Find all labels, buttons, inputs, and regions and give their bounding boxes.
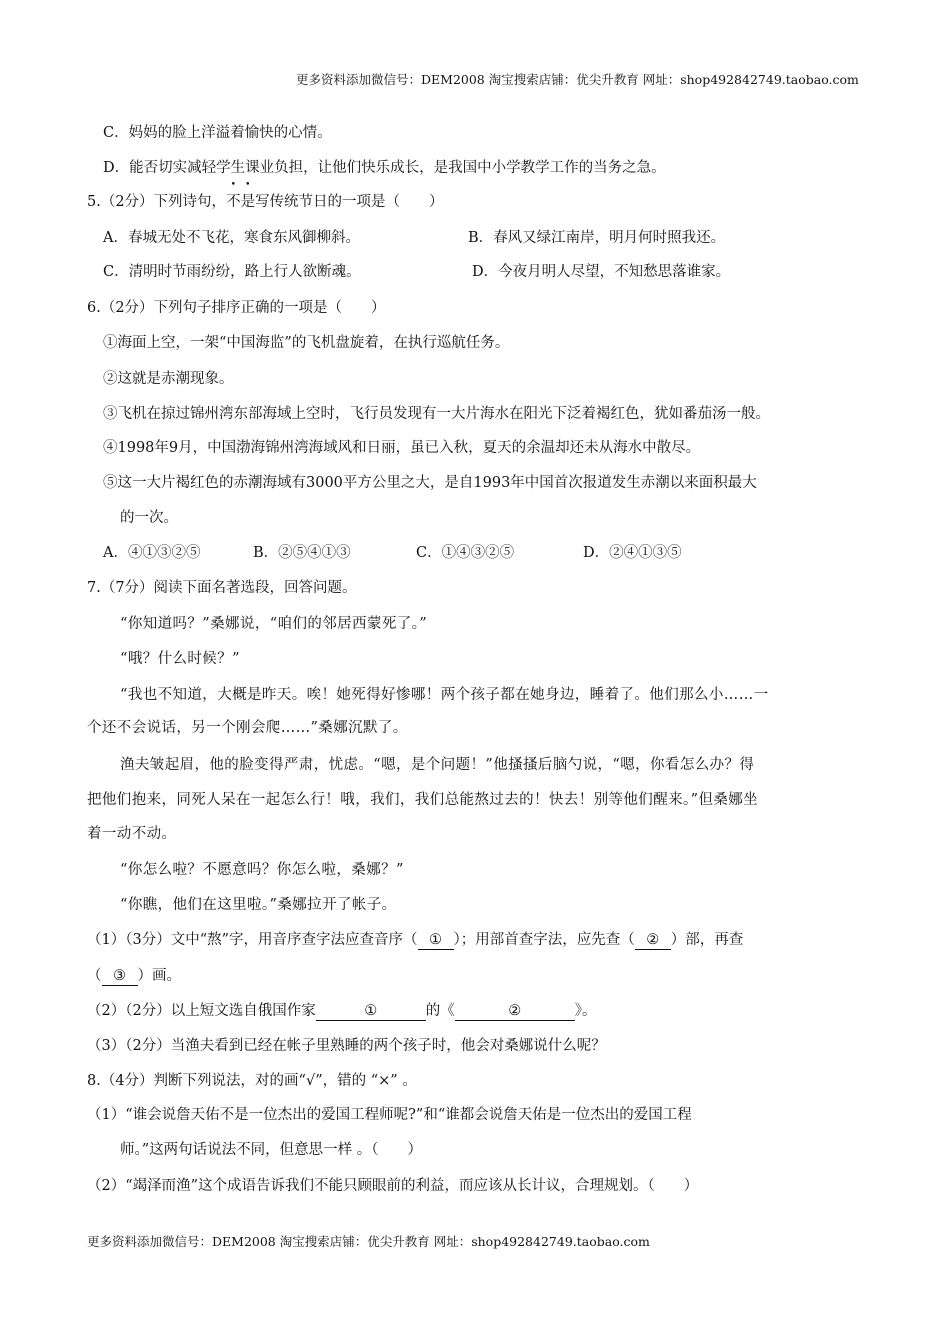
q7-sub1-pre: （1）（3分）文中“熬”字，用音序查字法应查音序（ xyxy=(87,932,418,948)
q7-passage-p6: “你瞧，他们在这里啦。”桑娜拉开了帐子。 xyxy=(120,897,397,913)
q8-statement-2: （2）“竭泽而渔”这个成语告诉我们不能只顾眼前的利益，而应该从长计议，合理规划。（ ） xyxy=(87,1178,699,1194)
q7-sub2-blank-1[interactable]: ① xyxy=(316,1003,426,1021)
q7-sub2-blank-2[interactable]: ② xyxy=(455,1003,575,1021)
q7-sub1-cont xyxy=(87,966,181,986)
q5-option-d: D．今夜月明人尽望，不知愁思落谁家。 xyxy=(472,264,731,280)
q7-sub1-post: ）部，再查 xyxy=(670,932,744,948)
q5-option-b: B．春风又绿江南岸，明月何时照我还。 xyxy=(468,230,726,246)
q6-sentence-5: ⑤这一大片褐红色的赤潮海域有3000平方公里之大，是自1993年中国首次报道发生赤潮以来面积最大 xyxy=(103,475,757,491)
q6-option-c: C．①④③②⑤ xyxy=(416,545,515,561)
q7-sub2-pre: （2）（2分）以上短文选自俄国作家 xyxy=(87,1003,316,1019)
q8-stem: 8.（4分）判断下列说法，对的画“√”，错的 “×” 。 xyxy=(87,1073,417,1089)
q7-passage-p4-cont1: 把他们抱来，同死人呆在一起怎么行！哦，我们，我们总能熬过去的！快去！别等他们醒来。”但桑娜坐 xyxy=(87,792,759,808)
q7-sub1-mid: ）；用部首查字法，应先查（ xyxy=(453,932,635,948)
q6-sentence-4: ④1998年9月，中国渤海锦州湾海域风和日丽，虽已入秋，夏天的余温却还未从海水中散尽。 xyxy=(103,440,701,456)
q6-sentence-2: ②这就是赤潮现象。 xyxy=(103,371,234,387)
q7-sub1-cont-post: ）画。 xyxy=(137,968,181,984)
q7-sub2-mid: 的《 xyxy=(425,1003,455,1019)
q6-sentence-1: ①海面上空，一架“中国海监”的飞机盘旋着，在执行巡航任务。 xyxy=(103,335,510,351)
q5-stem-pre: 5.（2分）下列诗句， xyxy=(87,194,227,210)
q8-statement-1-cont: 师。”这两句话说法不同，但意思一样 。（ ） xyxy=(120,1142,423,1158)
q7-sub1-blank-2[interactable]: ② xyxy=(635,932,671,950)
q5-option-c: C．清明时节雨纷纷，路上行人欲断魂。 xyxy=(103,264,361,280)
q7-passage-p3: “我也不知道，大概是昨天。唉！她死得好惨哪！两个孩子都在她身边，睡着了。他们那么小……一 xyxy=(120,687,769,703)
q6-sentence-5-cont: 的一次。 xyxy=(120,510,178,526)
q7-sub2 xyxy=(87,1001,596,1021)
q7-sub3: （3）（2分）当渔夫看到已经在帐子里熟睡的两个孩子时，他会对桑娜说什么呢？ xyxy=(87,1038,606,1054)
q6-stem: 6.（2分）下列句子排序正确的一项是（ ） xyxy=(87,300,386,316)
q5-stem xyxy=(87,192,444,212)
q4-option-c: C．妈妈的脸上洋溢着愉快的心情。 xyxy=(103,125,332,141)
q6-option-b: B．②⑤④①③ xyxy=(253,545,351,561)
q7-sub1-cont-pre: （ xyxy=(87,968,102,984)
q7-passage-p4-cont2: 着一动不动。 xyxy=(87,826,177,842)
q7-sub2-post: 》。 xyxy=(574,1003,597,1019)
q5-option-a: A．春城无处不飞花，寒食东风御柳斜。 xyxy=(103,230,360,246)
q6-sentence-3: ③飞机在掠过锦州湾东部海域上空时，飞行员发现有一大片海水在阳光下泛着褐红色，犹如番茄汤一般。 xyxy=(103,406,770,422)
q8-statement-1: （1）“谁会说詹天佑不是一位杰出的爱国工程师呢?”和“谁都会说詹天佑是一位杰出的爱国工程 xyxy=(87,1107,692,1123)
q7-passage-p4: 渔夫皱起眉，他的脸变得严肃，忧虑。“嗯，是个问题！”他搔搔后脑勺说，“嗯，你看怎么办？得 xyxy=(120,757,755,773)
q7-sub1 xyxy=(87,930,743,950)
q5-emphasis-shi: 是 xyxy=(240,194,256,210)
q7-passage-p2: “哦？什么时候？” xyxy=(120,651,240,667)
q7-passage-p5: “你怎么啦？不愿意吗？你怎么啦，桑娜？” xyxy=(120,862,404,878)
q7-stem: 7.（7分）阅读下面名著选段，回答问题。 xyxy=(87,580,357,596)
q7-sub1-blank-1[interactable]: ① xyxy=(418,932,454,950)
q5-emphasis-bu: 不 xyxy=(226,194,241,210)
q5-stem-post: 写传统节日的一项是（ ） xyxy=(255,194,444,210)
q6-option-d: D．②④①③⑤ xyxy=(583,545,682,561)
page-footer: 更多资料添加微信号：DEM2008 淘宝搜索店铺：优尖升教育 网址：shop492842749.taobao.com xyxy=(87,1234,650,1249)
q7-passage-p3-cont: 个还不会说话，另一个刚会爬……”桑娜沉默了。 xyxy=(87,720,408,736)
q4-option-d: D．能否切实减轻学生课业负担，让他们快乐成长，是我国中小学教学工作的当务之急。 xyxy=(103,160,666,176)
page-header: 更多资料添加微信号：DEM2008 淘宝搜索店铺：优尖升教育 网址：shop492842749.taobao.com xyxy=(296,72,859,87)
q6-option-a: A．④①③②⑤ xyxy=(103,545,201,561)
q7-sub1-blank-3[interactable]: ③ xyxy=(102,968,138,986)
q7-passage-p1: “你知道吗？”桑娜说，“咱们的邻居西蒙死了。” xyxy=(120,616,428,632)
